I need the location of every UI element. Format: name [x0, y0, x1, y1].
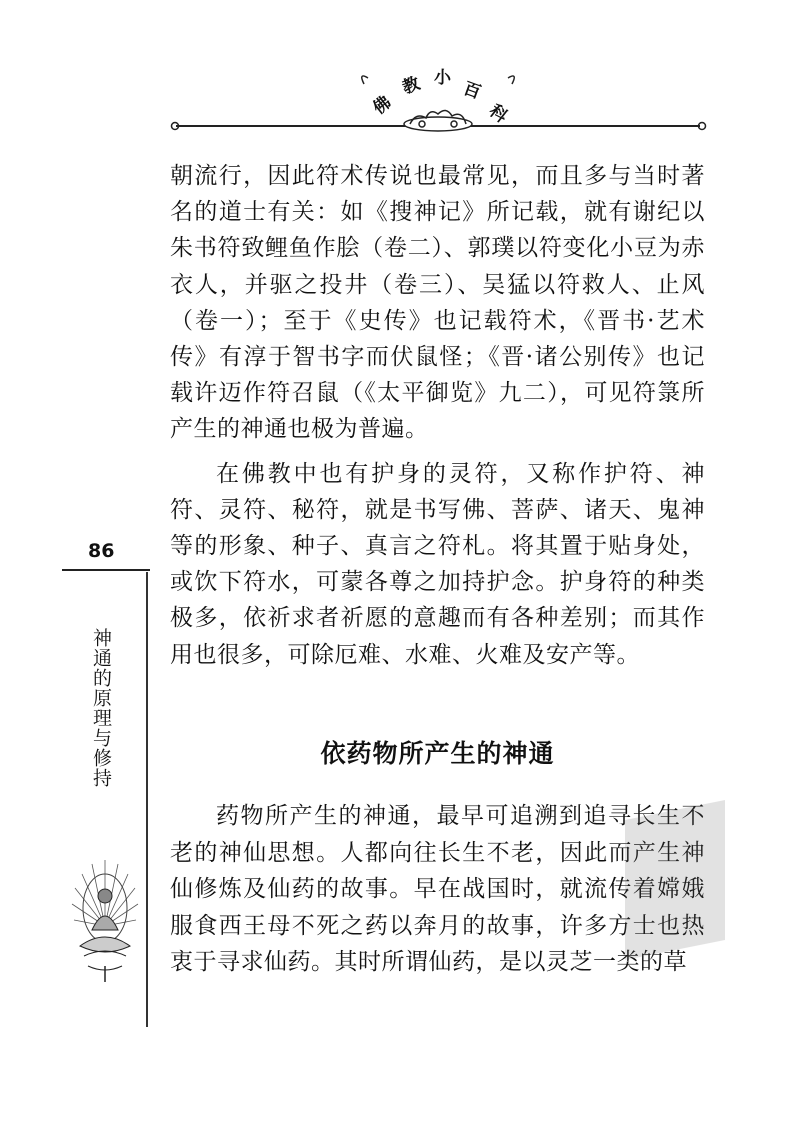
page-number-rule — [62, 569, 150, 571]
chapter-title: 神通的原理与修持 — [90, 628, 112, 788]
margin-vertical-rule — [146, 572, 148, 1027]
body-text — [170, 158, 705, 673]
series-title-char: 小 — [434, 68, 451, 88]
scan-watermark — [615, 800, 735, 960]
buddha-lotus-icon — [70, 856, 140, 986]
paragraph: 在佛教中也有护身的灵符，又称作护符、神符、灵符、秘符，就是书写佛、菩萨、诸天、鬼神等的形象、种子、真言之符札。将其置于贴身处，或饮下符水，可蒙各尊之加持护念。护身符的种类极多，依祈求者祈愿的意趣而有各种差别；而其作用也很多，可除厄难、水难、火难及安产等。 — [170, 460, 705, 668]
section-heading: 依药物所产生的神通 — [320, 739, 555, 768]
series-title-char: 教 — [399, 73, 423, 99]
header-ornament — [170, 58, 710, 138]
paragraph: 朝流行，因此符术传说也最常见，而且多与当时著名的道士有关：如《搜神记》所记载，就有谢纪以朱书符致鲤鱼作脍（卷二）、郭璞以符变化小豆为赤衣人，并驱之投井（卷三）、吴猛以符救人、止风（卷一）；至于《史传》也记载符术，《晋书·艺术传》有淳于智书字而伏鼠怪；《晋·诸公别传》也记载许迈作符召鼠（《太平御览》九二），可见符箓所产生的神通也极为普遍。 — [170, 163, 705, 443]
paragraph: 药物所产生的神通，最早可追溯到追寻长生不老的神仙思想。人都向往长生不老，因此而产生神仙修炼及仙药的故事。早在战国时，就流传着嫦娥服食西王母不死之药以奔月的故事，许多方士也热衷于寻求仙药。其时所谓仙药，是以灵芝一类的草 — [170, 803, 705, 975]
page-number: 86 — [88, 540, 115, 562]
series-title-char: 科 — [485, 100, 511, 128]
running-header — [170, 58, 710, 138]
cloud-scroll-ornament-icon — [404, 110, 472, 131]
series-title-char: 佛 — [369, 92, 396, 119]
series-title-char: 百 — [460, 78, 484, 104]
